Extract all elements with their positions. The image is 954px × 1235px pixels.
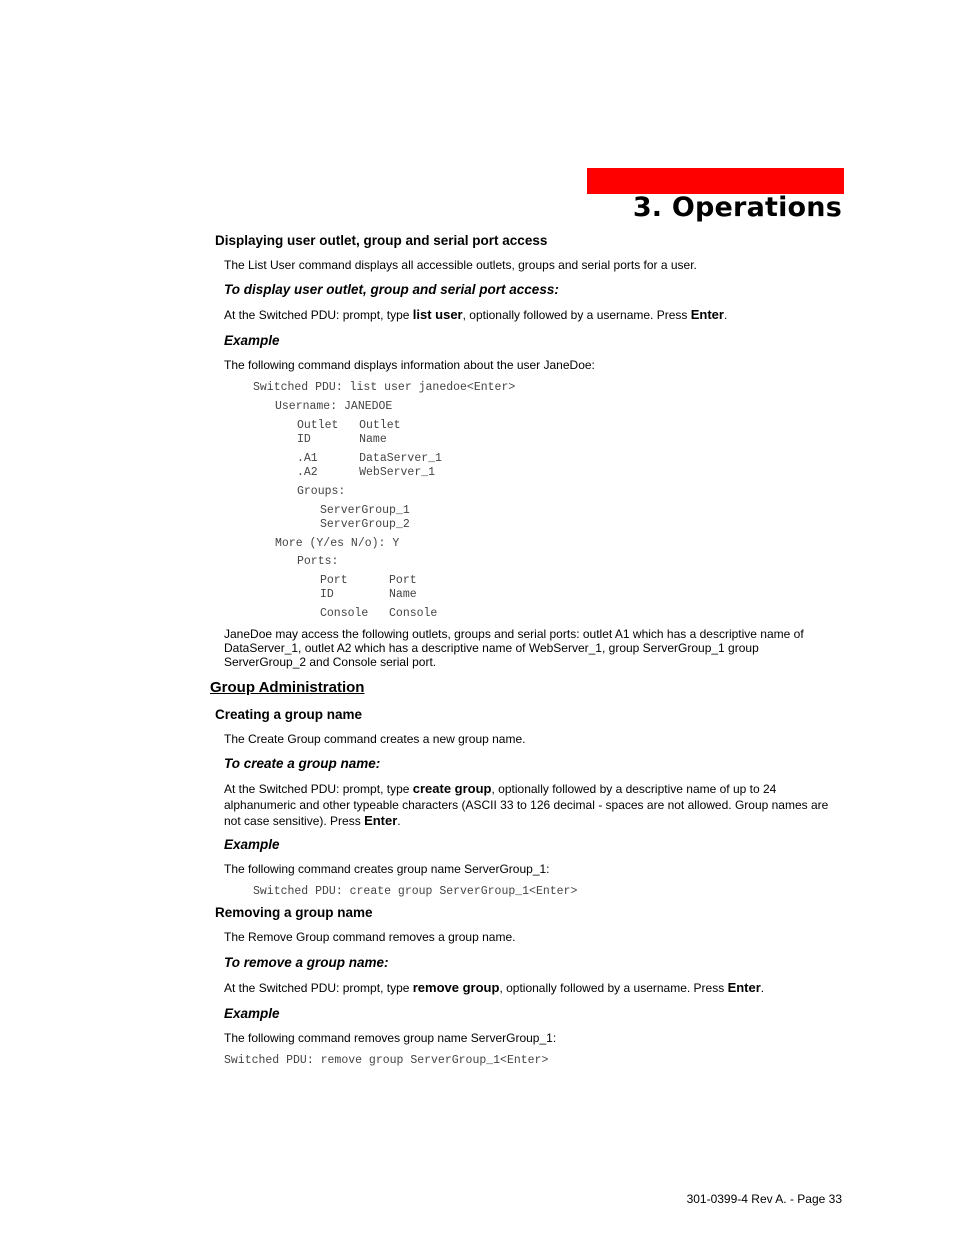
- example-text: The following command displays information about the user JaneDoe:: [224, 358, 595, 372]
- code-line: .A2 WebServer_1: [297, 466, 436, 479]
- key-name: Enter: [727, 980, 761, 995]
- step-text: .: [723, 308, 728, 322]
- command-keyword: remove group: [412, 980, 500, 995]
- key-name: Enter: [690, 307, 724, 322]
- section-intro: The Remove Group command removes a group name.: [224, 930, 516, 944]
- step-text: .: [397, 814, 401, 828]
- section-intro: The List User command displays all accessible outlets, groups and serial ports for a user.: [224, 258, 697, 272]
- procedure-heading: To display user outlet, group and serial port access:: [224, 282, 559, 297]
- group-admin-heading: Group Administration: [210, 679, 365, 696]
- key-name: Enter: [364, 813, 398, 828]
- code-line: Groups:: [297, 485, 346, 498]
- code-line: More (Y/es N/o): Y: [275, 537, 400, 550]
- section-heading-create-group: Creating a group name: [215, 707, 363, 722]
- summary-paragraph: JaneDoe may access the following outlets, groups and serial ports: outlet A1 which has a descriptive name of DataServer_1, outlet A2 which has a descriptive name of WebServer_1, group ServerGroup_1 group ServerGroup_2 and Console serial port.: [224, 627, 804, 669]
- step-text: At the Switched PDU: prompt, type: [224, 308, 413, 322]
- code-line: ID Name: [297, 433, 387, 446]
- section-intro: The Create Group command creates a new group name.: [224, 732, 526, 746]
- code-line: .A1 DataServer_1: [297, 452, 442, 465]
- section-heading-remove-group: Removing a group name: [215, 905, 373, 920]
- example-label: Example: [224, 333, 280, 348]
- code-line: Outlet Outlet: [297, 419, 401, 432]
- procedure-heading: To remove a group name:: [224, 955, 389, 970]
- code-line: Port Port: [320, 574, 417, 587]
- procedure-step: [224, 307, 727, 322]
- step-text: , optionally followed by a username. Press: [462, 308, 691, 322]
- code-line: Switched PDU: remove group ServerGroup_1<Enter>: [224, 1054, 549, 1067]
- step-text: At the Switched PDU: prompt, type: [224, 981, 413, 995]
- page-footer: 301-0399-4 Rev A. - Page 33: [686, 1192, 842, 1206]
- chapter-title: 3. Operations: [632, 192, 842, 223]
- procedure-step: [224, 781, 842, 830]
- step-text: , optionally followed by a descriptive name of up to 24 alphanumeric and other typeable characters (ASCII 33 to 126 decimal - spaces are not allowed. Group names are not case sensitive). Press: [224, 782, 829, 828]
- step-text: .: [760, 981, 765, 995]
- code-line: Ports:: [297, 555, 339, 568]
- code-line: ID Name: [320, 588, 417, 601]
- procedure-heading: To create a group name:: [224, 756, 381, 771]
- section-heading-display-access: Displaying user outlet, group and serial port access: [215, 233, 548, 248]
- code-line: ServerGroup_2: [320, 518, 410, 531]
- code-line: Switched PDU: create group ServerGroup_1<Enter>: [253, 885, 578, 898]
- command-keyword: list user: [412, 307, 463, 322]
- example-label: Example: [224, 1006, 280, 1021]
- procedure-step: [224, 980, 764, 995]
- step-text: , optionally followed by a username. Press: [499, 981, 728, 995]
- example-text: The following command creates group name ServerGroup_1:: [224, 862, 550, 876]
- example-text: The following command removes group name ServerGroup_1:: [224, 1031, 557, 1045]
- code-line: Username: JANEDOE: [275, 400, 393, 413]
- chapter-accent-bar: [587, 168, 844, 194]
- code-line: ServerGroup_1: [320, 504, 410, 517]
- code-line: Switched PDU: list user janedoe<Enter>: [253, 381, 516, 394]
- command-keyword: create group: [412, 781, 492, 796]
- step-text: At the Switched PDU: prompt, type: [224, 782, 413, 796]
- code-line: Console Console: [320, 607, 438, 620]
- example-label: Example: [224, 837, 280, 852]
